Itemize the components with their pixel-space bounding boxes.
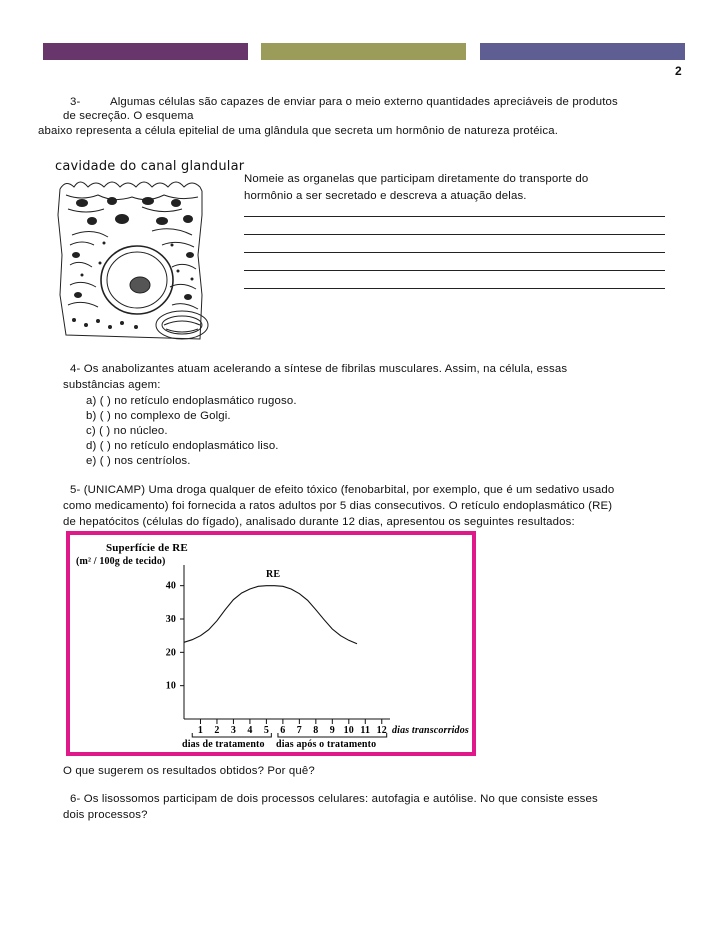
q4-option-c[interactable]: c) ( ) no núcleo.	[86, 425, 168, 437]
answer-line-2[interactable]	[244, 234, 665, 235]
bracket-left-label: dias de tratamento	[182, 739, 265, 750]
answer-line-1[interactable]	[244, 216, 665, 217]
q3-line3: abaixo representa a célula epitelial de uma glândula que secreta um hormônio de natureza protéica.	[38, 125, 559, 137]
chart-xtick-label: 3	[230, 725, 237, 736]
header-bar-blue	[480, 43, 685, 60]
chart-xtick-label: 9	[329, 725, 335, 736]
q3-line1: Algumas células são capazes de enviar para o meio externo quantidades apreciáveis de produtos	[110, 96, 618, 108]
q5-line2: como medicamento) foi fornecida a ratos adultos por 5 dias consecutivos. O retículo endoplasmático (RE)	[63, 500, 613, 512]
epithelial-cell-illustration	[52, 175, 230, 350]
q5-line1: 5- (UNICAMP) Uma droga qualquer de efeito tóxico (fenobarbital, por exemplo, que é um sedativo usado	[70, 484, 615, 496]
chart-xtick-label: 7	[296, 725, 302, 736]
chart-xtick-label: 2	[214, 725, 220, 736]
answer-line-4[interactable]	[244, 270, 665, 271]
chart-xtick-label: 12	[376, 725, 387, 736]
chart-ytick-label: 10	[165, 680, 176, 692]
q5-line3: de hepatócitos (células do fígado), analisado durante 12 dias, apresentou os seguintes resultados:	[63, 516, 575, 528]
chart-ytick-label: 20	[165, 647, 176, 659]
q5-question: O que sugerem os resultados obtidos? Por quê?	[63, 765, 315, 777]
chart-xtick-label: 5	[263, 725, 269, 736]
q6-line2: dois processos?	[63, 809, 148, 821]
q4-option-e[interactable]: e) ( ) nos centríolos.	[86, 455, 191, 467]
q3-number: 3-	[70, 96, 81, 108]
chart-xtick-label: 11	[360, 725, 371, 736]
q4-option-b[interactable]: b) ( ) no complexo de Golgi.	[86, 410, 231, 422]
q4-option-a[interactable]: a) ( ) no retículo endoplasmático rugoso.	[86, 395, 297, 407]
header-bar-olive	[261, 43, 466, 60]
chart-ylabel-line1: Superfície de RE	[106, 542, 188, 554]
answer-line-5[interactable]	[244, 288, 665, 289]
re-curve-line	[184, 586, 357, 644]
q3-line2: de secreção. O esquema	[63, 110, 194, 122]
chart-xlabel: dias transcorridos	[392, 725, 469, 736]
q4-line1: 4- Os anabolizantes atuam acelerando a síntese de fibrilas musculares. Assim, na célula, essas	[70, 363, 568, 375]
chart-xtick-label: 4	[247, 725, 253, 736]
q4-option-d[interactable]: d) ( ) no retículo endoplasmático liso.	[86, 440, 279, 452]
q6-line1: 6- Os lisossomos participam de dois processos celulares: autofagia e autólise. No que consiste esses	[70, 793, 598, 805]
figure-caption: cavidade do canal glandular	[55, 159, 245, 174]
page-number: 2	[675, 64, 682, 78]
bracket-right-label: dias após o tratamento	[276, 739, 377, 750]
q4-line2: substâncias agem:	[63, 379, 161, 391]
chart-xtick-label: 8	[313, 725, 319, 736]
header-bar-purple	[43, 43, 248, 60]
chart-ytick-label: 30	[165, 614, 176, 625]
chart-ylabel-line2: (m² / 100g de tecido)	[76, 556, 166, 567]
answer-line-3[interactable]	[244, 252, 665, 253]
chart-xtick-label: 6	[280, 725, 286, 736]
re-surface-chart	[70, 535, 472, 752]
q3-prompt-line2: hormônio a ser secretado e descreva a atuação delas.	[244, 190, 527, 202]
chart-ytick-label: 40	[165, 580, 176, 592]
chart-xtick-label: 10	[343, 725, 354, 736]
chart-xtick-label: 1	[197, 725, 204, 736]
q3-prompt-line1: Nomeie as organelas que participam diretamente do transporte do	[244, 173, 589, 185]
chart-series-label: RE	[266, 569, 281, 580]
